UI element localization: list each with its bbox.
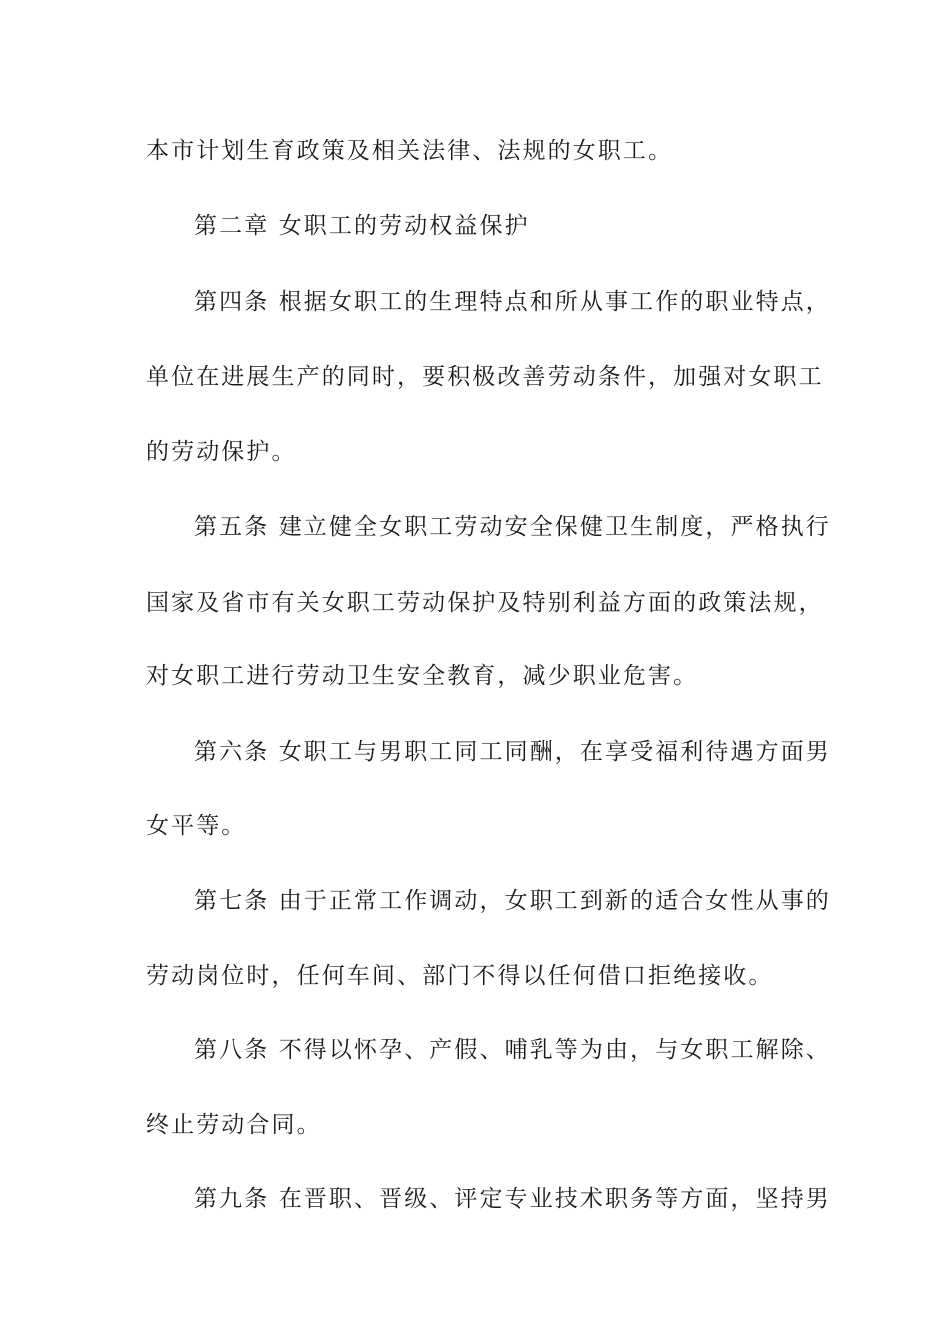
article-line: 第九条 在晋职、晋级、评定专业技术职务等方面，坚持男 <box>194 1186 831 1212</box>
article-line: 第四条 根据女职工的生理特点和所从事工作的职业特点， <box>194 289 831 315</box>
text-line: 单位在进展生产的同时，要积极改善劳动条件，加强对女职工 <box>146 364 824 390</box>
article-line: 第八条 不得以怀孕、产假、哺乳等为由，与女职工解除、 <box>194 1037 831 1063</box>
text-line: 国家及省市有关女职工劳动保护及特别利益方面的政策法规， <box>146 590 824 616</box>
text-line: 的劳动保护。 <box>146 439 297 465</box>
article-line: 第五条 建立健全女职工劳动安全保健卫生制度，严格执行 <box>194 514 831 540</box>
text-line: 女平等。 <box>146 813 247 839</box>
chapter-heading: 第二章 女职工的劳动权益保护 <box>194 213 530 239</box>
text-line: 劳动岗位时，任何车间、部门不得以任何借口拒绝接收。 <box>146 963 774 989</box>
text-line: 本市计划生育政策及相关法律、法规的女职工。 <box>146 138 674 164</box>
text-line: 对女职工进行劳动卫生安全教育，减少职业危害。 <box>146 663 699 689</box>
text-line: 终止劳动合同。 <box>146 1112 322 1138</box>
article-line: 第七条 由于正常工作调动，女职工到新的适合女性从事的 <box>194 888 831 914</box>
article-line: 第六条 女职工与男职工同工同酬，在享受福利待遇方面男 <box>194 739 831 765</box>
